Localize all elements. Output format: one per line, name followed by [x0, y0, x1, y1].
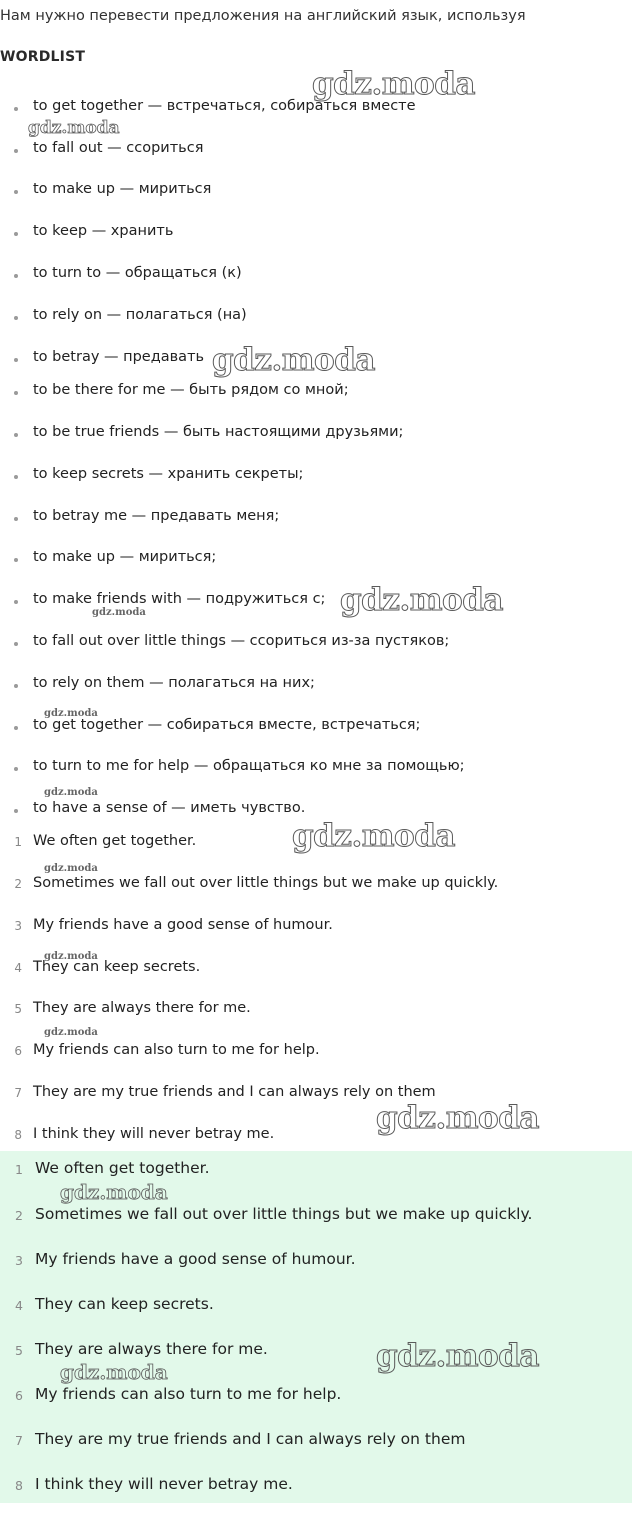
bullet-icon — [14, 642, 18, 646]
watermark-text: gdz.moda — [376, 1100, 539, 1136]
sentence-text: They can keep secrets. — [33, 959, 201, 975]
bullet-icon — [14, 391, 18, 395]
wordlist-item-text: to fall out over little things — ссориться из-за пустяков; — [33, 633, 450, 649]
watermark-text: gdz.moda — [44, 708, 98, 719]
answer-text: We often get together. — [35, 1159, 210, 1177]
answer-text: Sometimes we fall out over little things but we make up quickly. — [35, 1205, 533, 1223]
bullet-icon — [14, 190, 18, 194]
watermark-text: gdz.moda — [340, 582, 503, 618]
sentence-number: 8 — [14, 1128, 22, 1142]
watermark-text: gdz.moda — [92, 607, 146, 618]
answer-text: They can keep secrets. — [35, 1295, 214, 1313]
answer-number: 5 — [15, 1343, 23, 1358]
answer-number: 2 — [15, 1208, 23, 1223]
sentence-number: 3 — [14, 919, 22, 933]
bullet-icon — [14, 767, 18, 771]
sentence-number: 4 — [14, 961, 22, 975]
bullet-icon — [14, 149, 18, 153]
answer-block — [0, 1151, 632, 1503]
bullet-icon — [14, 809, 18, 813]
answer-number: 4 — [15, 1298, 23, 1313]
wordlist-item-text: to fall out — ссориться — [33, 140, 204, 156]
bullet-icon — [14, 433, 18, 437]
wordlist-item-text: to be true friends — быть настоящими друзьями; — [33, 424, 404, 440]
answer-text: My friends have a good sense of humour. — [35, 1250, 356, 1268]
wordlist-item-text: to get together — встречаться, собираться вместе — [33, 98, 416, 114]
wordlist-item-text: to make friends with — подружиться с; — [33, 591, 326, 607]
wordlist-item-text: to be there for me — быть рядом со мной; — [33, 382, 349, 398]
wordlist-item-text: to have a sense of — иметь чувство. — [33, 800, 306, 816]
wordlist-heading: WORDLIST — [0, 49, 86, 65]
sentence-text: They are always there for me. — [33, 1000, 251, 1016]
sentence-number: 5 — [14, 1002, 22, 1016]
watermark-text: gdz.moda — [212, 342, 375, 378]
wordlist-item-text: to make up — мириться — [33, 181, 212, 197]
answer-number: 8 — [15, 1478, 23, 1493]
watermark-text: gdz.moda — [292, 818, 455, 854]
answer-number: 6 — [15, 1388, 23, 1403]
answer-number: 1 — [15, 1162, 23, 1177]
wordlist-item-text: to betray — предавать — [33, 349, 205, 365]
bullet-icon — [14, 107, 18, 111]
sentence-text: Sometimes we fall out over little things but we make up quickly. — [33, 875, 499, 891]
intro-text: Нам нужно перевести предложения на английский язык, используя — [0, 8, 526, 24]
sentence-text: We often get together. — [33, 833, 197, 849]
wordlist-item-text: to keep secrets — хранить секреты; — [33, 466, 304, 482]
bullet-icon — [14, 600, 18, 604]
bullet-icon — [14, 517, 18, 521]
answer-text: I think they will never betray me. — [35, 1475, 293, 1493]
bullet-icon — [14, 726, 18, 730]
sentence-number: 1 — [14, 835, 22, 849]
watermark-text: gdz.moda — [28, 118, 120, 138]
watermark-text: gdz.moda — [44, 863, 98, 874]
bullet-icon — [14, 316, 18, 320]
wordlist-item-text: to make up — мириться; — [33, 549, 217, 565]
sentence-text: I think they will never betray me. — [33, 1126, 275, 1142]
bullet-icon — [14, 475, 18, 479]
watermark-text: gdz.moda — [44, 787, 98, 798]
answer-number: 3 — [15, 1253, 23, 1268]
sentence-number: 2 — [14, 877, 22, 891]
sentence-number: 6 — [14, 1044, 22, 1058]
wordlist-item-text: to betray me — предавать меня; — [33, 508, 280, 524]
answer-number: 7 — [15, 1433, 23, 1448]
bullet-icon — [14, 274, 18, 278]
answer-text: My friends can also turn to me for help. — [35, 1385, 342, 1403]
wordlist-item-text: to rely on — полагаться (на) — [33, 307, 247, 323]
bullet-icon — [14, 684, 18, 688]
watermark-text: gdz.moda — [44, 951, 98, 962]
watermark-text: gdz.moda — [44, 1027, 98, 1038]
wordlist-item-text: to turn to me for help — обращаться ко мне за помощью; — [33, 758, 465, 774]
sentence-text: My friends can also turn to me for help. — [33, 1042, 320, 1058]
wordlist-item-text: to keep — хранить — [33, 223, 174, 239]
sentence-text: My friends have a good sense of humour. — [33, 917, 333, 933]
bullet-icon — [14, 358, 18, 362]
answer-text: They are my true friends and I can always rely on them — [35, 1430, 466, 1448]
sentence-number: 7 — [14, 1086, 22, 1100]
bullet-icon — [14, 232, 18, 236]
wordlist-item-text: to turn to — обращаться (к) — [33, 265, 242, 281]
sentence-text: They are my true friends and I can always rely on them — [33, 1084, 436, 1100]
watermark-text: gdz.moda — [312, 66, 475, 102]
answer-text: They are always there for me. — [35, 1340, 268, 1358]
bullet-icon — [14, 558, 18, 562]
wordlist-item-text: to rely on them — полагаться на них; — [33, 675, 315, 691]
wordlist-item-text: to get together — собираться вместе, встречаться; — [33, 717, 421, 733]
